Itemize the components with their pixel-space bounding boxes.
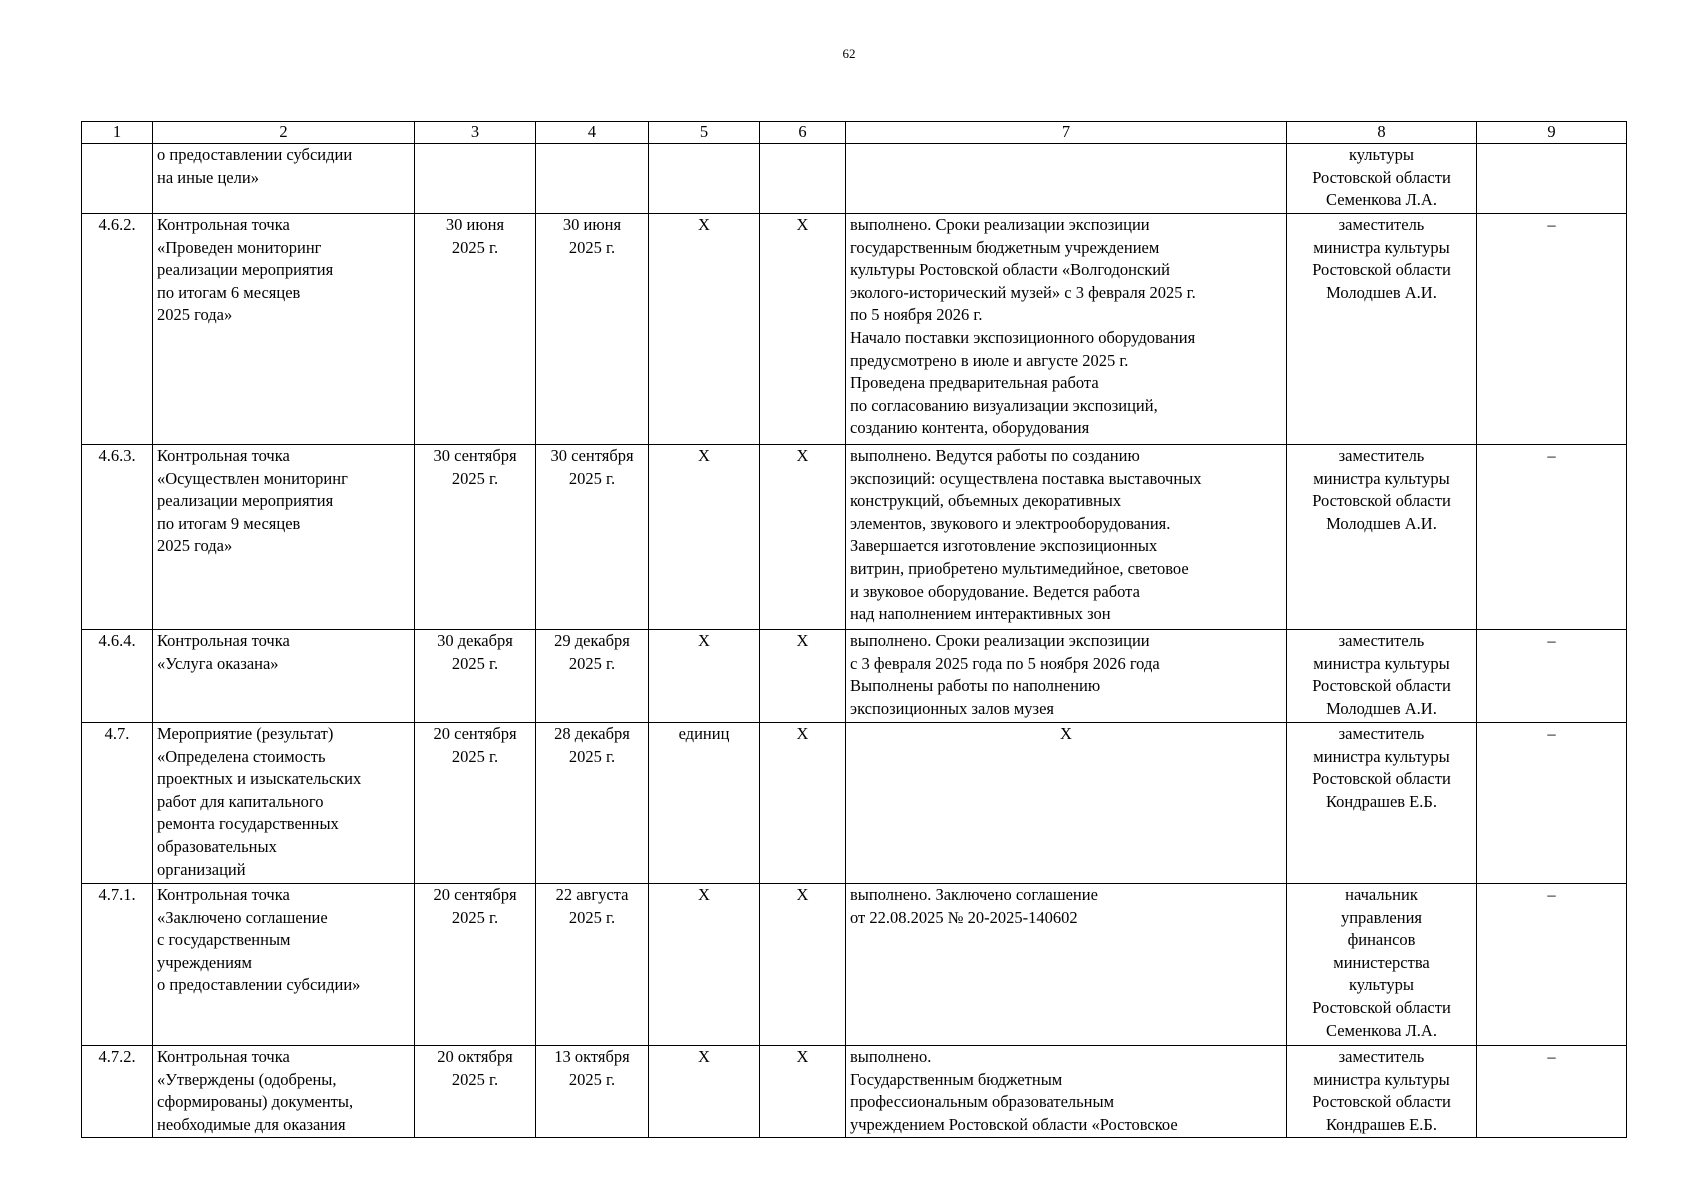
row-plan-date: 30 сентября 2025 г. bbox=[415, 445, 536, 630]
row-id: 4.6.2. bbox=[82, 214, 153, 445]
row-responsible: заместитель министра культуры Ростовской области Молодшев А.И. bbox=[1287, 214, 1477, 445]
row-fact-date: 29 декабря 2025 г. bbox=[536, 630, 649, 723]
column-number: 2 bbox=[153, 122, 415, 144]
row-id: 4.7.1. bbox=[82, 884, 153, 1046]
row-col6 bbox=[760, 144, 846, 214]
row-col6: X bbox=[760, 630, 846, 723]
row-responsible: начальник управления финансов министерства культуры Ростовской области Семенкова Л.А. bbox=[1287, 884, 1477, 1046]
row-responsible: культуры Ростовской области Семенкова Л.А. bbox=[1287, 144, 1477, 214]
row-col6: X bbox=[760, 214, 846, 445]
row-col9: – bbox=[1477, 630, 1627, 723]
row-status: выполнено. Сроки реализации экспозиции государственным бюджетным учреждением культуры Ростовской области «Волгодонский эколого-исторический музей» с 3 февраля 2025 г. по 5 ноября 2026 г. Начало поставки экспозиционного оборудования предусмотрено в июле и августе 2025 г. Проведена предварительная работа по согласованию визуализации экспозиций, созданию контента, оборудования bbox=[846, 214, 1287, 445]
table-row bbox=[82, 630, 1627, 723]
row-col9: – bbox=[1477, 1046, 1627, 1138]
row-unit: X bbox=[649, 884, 760, 1046]
row-fact-date: 28 декабря 2025 г. bbox=[536, 723, 649, 884]
column-number: 3 bbox=[415, 122, 536, 144]
row-col6: X bbox=[760, 445, 846, 630]
table-row bbox=[82, 214, 1627, 445]
table-row bbox=[82, 723, 1627, 884]
row-status bbox=[846, 144, 1287, 214]
row-id: 4.6.4. bbox=[82, 630, 153, 723]
row-fact-date: 30 июня 2025 г. bbox=[536, 214, 649, 445]
row-col9 bbox=[1477, 144, 1627, 214]
row-unit: единиц bbox=[649, 723, 760, 884]
row-col6: X bbox=[760, 723, 846, 884]
column-number: 9 bbox=[1477, 122, 1627, 144]
row-name: о предоставлении субсидии на иные цели» bbox=[153, 144, 415, 214]
row-plan-date: 20 сентября 2025 г. bbox=[415, 884, 536, 1046]
row-responsible: заместитель министра культуры Ростовской области Кондрашев Е.Б. bbox=[1287, 1046, 1477, 1138]
row-name: Контрольная точка «Услуга оказана» bbox=[153, 630, 415, 723]
row-col6: X bbox=[760, 1046, 846, 1138]
row-col9: – bbox=[1477, 445, 1627, 630]
row-name: Контрольная точка «Утверждены (одобрены, сформированы) документы, необходимые для оказания bbox=[153, 1046, 415, 1138]
row-name: Контрольная точка «Осуществлен мониторинг реализации мероприятия по итогам 9 месяцев 2025 года» bbox=[153, 445, 415, 630]
table-row bbox=[82, 445, 1627, 630]
column-number: 7 bbox=[846, 122, 1287, 144]
row-id: 4.7.2. bbox=[82, 1046, 153, 1138]
row-responsible: заместитель министра культуры Ростовской области Кондрашев Е.Б. bbox=[1287, 723, 1477, 884]
row-plan-date: 30 декабря 2025 г. bbox=[415, 630, 536, 723]
row-unit: X bbox=[649, 630, 760, 723]
row-plan-date: 20 октября 2025 г. bbox=[415, 1046, 536, 1138]
row-name: Мероприятие (результат) «Определена стоимость проектных и изыскательских работ для капитального ремонта государственных образовательных организаций bbox=[153, 723, 415, 884]
row-status: выполнено. Заключено соглашение от 22.08.2025 № 20-2025-140602 bbox=[846, 884, 1287, 1046]
row-status: X bbox=[846, 723, 1287, 884]
report-table bbox=[81, 121, 1627, 1138]
column-number: 6 bbox=[760, 122, 846, 144]
table-row bbox=[82, 1046, 1627, 1138]
row-unit: X bbox=[649, 214, 760, 445]
row-col9: – bbox=[1477, 214, 1627, 445]
row-unit bbox=[649, 144, 760, 214]
row-col6: X bbox=[760, 884, 846, 1046]
row-name: Контрольная точка «Проведен мониторинг реализации мероприятия по итогам 6 месяцев 2025 года» bbox=[153, 214, 415, 445]
column-number: 4 bbox=[536, 122, 649, 144]
row-plan-date: 30 июня 2025 г. bbox=[415, 214, 536, 445]
row-fact-date: 13 октября 2025 г. bbox=[536, 1046, 649, 1138]
row-status: выполнено. Ведутся работы по созданию экспозиций: осуществлена поставка выставочных конструкций, объемных декоративных элементов, звукового и электрооборудования. Завершается изготовление экспозиционных витрин, приобретено мультимедийное, световое и звуковое оборудование. Ведется работа над наполнением интерактивных зон bbox=[846, 445, 1287, 630]
table-row bbox=[82, 884, 1627, 1046]
row-responsible: заместитель министра культуры Ростовской области Молодшев А.И. bbox=[1287, 630, 1477, 723]
table-row bbox=[82, 144, 1627, 214]
row-fact-date: 30 сентября 2025 г. bbox=[536, 445, 649, 630]
row-status: выполнено. Государственным бюджетным профессиональным образовательным учреждением Ростовской области «Ростовское bbox=[846, 1046, 1287, 1138]
column-number: 1 bbox=[82, 122, 153, 144]
column-number: 5 bbox=[649, 122, 760, 144]
row-col9: – bbox=[1477, 723, 1627, 884]
row-id: 4.6.3. bbox=[82, 445, 153, 630]
row-name: Контрольная точка «Заключено соглашение с государственным учреждениям о предоставлении субсидии» bbox=[153, 884, 415, 1046]
row-id bbox=[82, 144, 153, 214]
row-col9: – bbox=[1477, 884, 1627, 1046]
row-status: выполнено. Сроки реализации экспозиции с 3 февраля 2025 года по 5 ноября 2026 года Выполнены работы по наполнению экспозиционных залов музея bbox=[846, 630, 1287, 723]
column-number-row bbox=[82, 122, 1627, 144]
row-unit: X bbox=[649, 445, 760, 630]
column-number: 8 bbox=[1287, 122, 1477, 144]
page-number: 62 bbox=[842, 46, 856, 61]
row-id: 4.7. bbox=[82, 723, 153, 884]
row-plan-date: 20 сентября 2025 г. bbox=[415, 723, 536, 884]
row-responsible: заместитель министра культуры Ростовской области Молодшев А.И. bbox=[1287, 445, 1477, 630]
row-fact-date: 22 августа 2025 г. bbox=[536, 884, 649, 1046]
row-fact-date bbox=[536, 144, 649, 214]
row-plan-date bbox=[415, 144, 536, 214]
row-unit: X bbox=[649, 1046, 760, 1138]
